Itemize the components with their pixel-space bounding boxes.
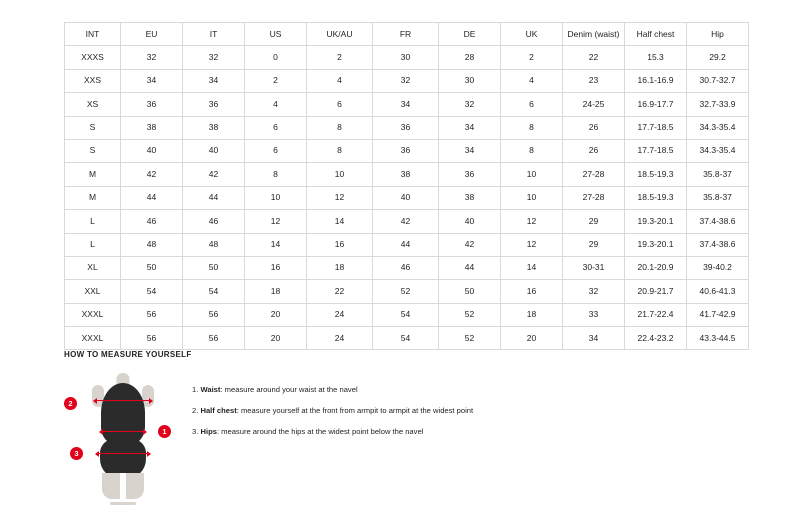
mannequin-stand (110, 502, 136, 505)
cell-de: 30 (439, 69, 501, 92)
cell-de: 28 (439, 46, 501, 69)
measure-note-term: Half chest (200, 406, 237, 416)
cell-denim-waist: 32 (563, 280, 625, 303)
cell-uk-au: 22 (307, 280, 373, 303)
how-to-measure-body (64, 373, 734, 503)
cell-int: XXXL (65, 327, 121, 350)
column-header-eu: EU (121, 23, 183, 46)
cell-it: 32 (183, 46, 245, 69)
half-chest-arrow-icon (94, 400, 152, 401)
cell-it: 36 (183, 93, 245, 116)
marker-3-hips: 3 (70, 447, 83, 460)
cell-uk: 10 (501, 163, 563, 186)
cell-int: M (65, 163, 121, 186)
cell-uk: 8 (501, 116, 563, 139)
cell-half-chest: 19.3-20.1 (625, 210, 687, 233)
table-row (65, 327, 749, 350)
cell-de: 40 (439, 210, 501, 233)
cell-half-chest: 20.1-20.9 (625, 256, 687, 279)
cell-de: 36 (439, 163, 501, 186)
cell-fr: 34 (373, 93, 439, 116)
table-row (65, 139, 749, 162)
cell-uk-au: 24 (307, 303, 373, 326)
cell-fr: 42 (373, 210, 439, 233)
cell-it: 56 (183, 327, 245, 350)
cell-hip: 30.7-32.7 (687, 69, 749, 92)
cell-fr: 44 (373, 233, 439, 256)
cell-eu: 44 (121, 186, 183, 209)
cell-us: 20 (245, 303, 307, 326)
cell-uk-au: 16 (307, 233, 373, 256)
mannequin-leg-gap (120, 473, 126, 499)
cell-half-chest: 15.3 (625, 46, 687, 69)
cell-denim-waist: 34 (563, 327, 625, 350)
cell-denim-waist: 27-28 (563, 163, 625, 186)
table-row (65, 280, 749, 303)
table-row (65, 69, 749, 92)
mannequin-legs (102, 473, 144, 499)
cell-int: XS (65, 93, 121, 116)
cell-half-chest: 19.3-20.1 (625, 233, 687, 256)
measure-note-term: Hips (200, 427, 217, 437)
cell-hip: 32.7-33.9 (687, 93, 749, 116)
cell-int: XXXL (65, 303, 121, 326)
column-header-denim-waist: Denim (waist) (563, 23, 625, 46)
cell-fr: 36 (373, 116, 439, 139)
measure-note-waist (192, 385, 473, 394)
marker-1-waist: 1 (158, 425, 171, 438)
cell-int: XL (65, 256, 121, 279)
cell-us: 18 (245, 280, 307, 303)
cell-half-chest: 18.5-19.3 (625, 163, 687, 186)
cell-us: 6 (245, 139, 307, 162)
cell-denim-waist: 24-25 (563, 93, 625, 116)
cell-uk: 6 (501, 93, 563, 116)
cell-hip: 37.4-38.6 (687, 210, 749, 233)
table-row (65, 303, 749, 326)
cell-hip: 35.8-37 (687, 163, 749, 186)
column-header-fr: FR (373, 23, 439, 46)
cell-half-chest: 16.9-17.7 (625, 93, 687, 116)
table-row (65, 93, 749, 116)
cell-uk-au: 10 (307, 163, 373, 186)
column-header-uk: UK (501, 23, 563, 46)
cell-eu: 48 (121, 233, 183, 256)
cell-it: 34 (183, 69, 245, 92)
cell-us: 8 (245, 163, 307, 186)
cell-de: 38 (439, 186, 501, 209)
cell-denim-waist: 26 (563, 116, 625, 139)
column-header-it: IT (183, 23, 245, 46)
cell-it: 42 (183, 163, 245, 186)
cell-de: 34 (439, 139, 501, 162)
cell-it: 46 (183, 210, 245, 233)
cell-denim-waist: 27-28 (563, 186, 625, 209)
cell-hip: 40.6-41.3 (687, 280, 749, 303)
cell-uk: 16 (501, 280, 563, 303)
table-row (65, 163, 749, 186)
column-header-uk-au: UK/AU (307, 23, 373, 46)
cell-denim-waist: 23 (563, 69, 625, 92)
measure-notes-list (182, 373, 473, 448)
marker-2-half-chest: 2 (64, 397, 77, 410)
measure-note-number: 3. (192, 427, 199, 437)
cell-hip: 39-40.2 (687, 256, 749, 279)
cell-int: M (65, 186, 121, 209)
measure-note-number: 1. (192, 385, 199, 394)
cell-hip: 41.7-42.9 (687, 303, 749, 326)
cell-hip: 34.3-35.4 (687, 116, 749, 139)
cell-hip: 43.3-44.5 (687, 327, 749, 350)
mannequin-torso (101, 383, 145, 445)
table-row (65, 116, 749, 139)
cell-eu: 38 (121, 116, 183, 139)
cell-de: 52 (439, 303, 501, 326)
cell-int: XXXS (65, 46, 121, 69)
cell-uk: 4 (501, 69, 563, 92)
cell-eu: 32 (121, 46, 183, 69)
mannequin-illustration (64, 373, 182, 503)
cell-fr: 54 (373, 303, 439, 326)
cell-hip: 37.4-38.6 (687, 233, 749, 256)
mannequin-figure-icon (88, 373, 158, 503)
table-row (65, 46, 749, 69)
size-chart-table (64, 22, 749, 350)
cell-us: 0 (245, 46, 307, 69)
cell-uk: 20 (501, 327, 563, 350)
measure-note-half-chest (192, 406, 473, 415)
cell-int: L (65, 210, 121, 233)
cell-fr: 40 (373, 186, 439, 209)
cell-int: S (65, 116, 121, 139)
table-row (65, 233, 749, 256)
cell-it: 54 (183, 280, 245, 303)
cell-us: 2 (245, 69, 307, 92)
cell-int: XXL (65, 280, 121, 303)
column-header-half-chest: Half chest (625, 23, 687, 46)
measure-note-text: : measure yourself at the front from armpit to armpit at the widest point (236, 406, 474, 416)
cell-fr: 38 (373, 163, 439, 186)
how-to-measure-title: HOW TO MEASURE YOURSELF (64, 350, 192, 359)
cell-uk: 12 (501, 233, 563, 256)
cell-eu: 54 (121, 280, 183, 303)
cell-half-chest: 17.7-18.5 (625, 116, 687, 139)
cell-fr: 36 (373, 139, 439, 162)
table-row (65, 186, 749, 209)
cell-uk: 18 (501, 303, 563, 326)
measure-note-hips (192, 427, 473, 436)
cell-uk-au: 6 (307, 93, 373, 116)
cell-eu: 34 (121, 69, 183, 92)
cell-it: 44 (183, 186, 245, 209)
cell-de: 42 (439, 233, 501, 256)
cell-fr: 54 (373, 327, 439, 350)
cell-half-chest: 17.7-18.5 (625, 139, 687, 162)
how-to-measure-section (64, 350, 734, 503)
cell-it: 50 (183, 256, 245, 279)
size-chart-container (64, 22, 734, 350)
cell-de: 34 (439, 116, 501, 139)
cell-uk-au: 24 (307, 327, 373, 350)
cell-fr: 30 (373, 46, 439, 69)
cell-hip: 34.3-35.4 (687, 139, 749, 162)
cell-half-chest: 16.1-16.9 (625, 69, 687, 92)
cell-denim-waist: 29 (563, 210, 625, 233)
waist-arrow-icon (100, 431, 146, 432)
cell-denim-waist: 30-31 (563, 256, 625, 279)
cell-de: 44 (439, 256, 501, 279)
cell-it: 48 (183, 233, 245, 256)
hips-arrow-icon (96, 453, 150, 454)
cell-fr: 52 (373, 280, 439, 303)
measure-note-number: 2. (192, 406, 199, 416)
table-row (65, 256, 749, 279)
cell-eu: 50 (121, 256, 183, 279)
cell-half-chest: 18.5-19.3 (625, 186, 687, 209)
cell-us: 20 (245, 327, 307, 350)
cell-uk-au: 4 (307, 69, 373, 92)
cell-hip: 35.8-37 (687, 186, 749, 209)
cell-it: 56 (183, 303, 245, 326)
cell-de: 50 (439, 280, 501, 303)
measure-note-text: : measure around your waist at the navel (220, 385, 358, 394)
cell-eu: 36 (121, 93, 183, 116)
cell-hip: 29.2 (687, 46, 749, 69)
cell-half-chest: 20.9-21.7 (625, 280, 687, 303)
cell-fr: 46 (373, 256, 439, 279)
cell-uk: 10 (501, 186, 563, 209)
cell-denim-waist: 33 (563, 303, 625, 326)
cell-eu: 40 (121, 139, 183, 162)
cell-us: 12 (245, 210, 307, 233)
cell-us: 4 (245, 93, 307, 116)
cell-int: XXS (65, 69, 121, 92)
cell-uk-au: 2 (307, 46, 373, 69)
measure-note-text: : measure around the hips at the widest point below the navel (216, 427, 424, 437)
cell-int: L (65, 233, 121, 256)
table-header-row (65, 23, 749, 46)
cell-uk: 14 (501, 256, 563, 279)
cell-denim-waist: 26 (563, 139, 625, 162)
measure-note-term: Waist (200, 385, 221, 394)
cell-us: 6 (245, 116, 307, 139)
cell-eu: 42 (121, 163, 183, 186)
cell-us: 14 (245, 233, 307, 256)
cell-us: 16 (245, 256, 307, 279)
cell-eu: 56 (121, 327, 183, 350)
column-header-int: INT (65, 23, 121, 46)
cell-eu: 46 (121, 210, 183, 233)
cell-uk-au: 18 (307, 256, 373, 279)
cell-int: S (65, 139, 121, 162)
cell-uk: 2 (501, 46, 563, 69)
cell-uk: 12 (501, 210, 563, 233)
cell-it: 38 (183, 116, 245, 139)
cell-half-chest: 21.7-22.4 (625, 303, 687, 326)
cell-uk-au: 12 (307, 186, 373, 209)
cell-de: 52 (439, 327, 501, 350)
cell-denim-waist: 29 (563, 233, 625, 256)
column-header-us: US (245, 23, 307, 46)
cell-fr: 32 (373, 69, 439, 92)
cell-it: 40 (183, 139, 245, 162)
cell-half-chest: 22.4-23.2 (625, 327, 687, 350)
column-header-hip: Hip (687, 23, 749, 46)
table-row (65, 210, 749, 233)
cell-uk-au: 8 (307, 139, 373, 162)
cell-uk: 8 (501, 139, 563, 162)
cell-uk-au: 14 (307, 210, 373, 233)
cell-denim-waist: 22 (563, 46, 625, 69)
column-header-de: DE (439, 23, 501, 46)
cell-uk-au: 8 (307, 116, 373, 139)
cell-us: 10 (245, 186, 307, 209)
cell-de: 32 (439, 93, 501, 116)
cell-eu: 56 (121, 303, 183, 326)
